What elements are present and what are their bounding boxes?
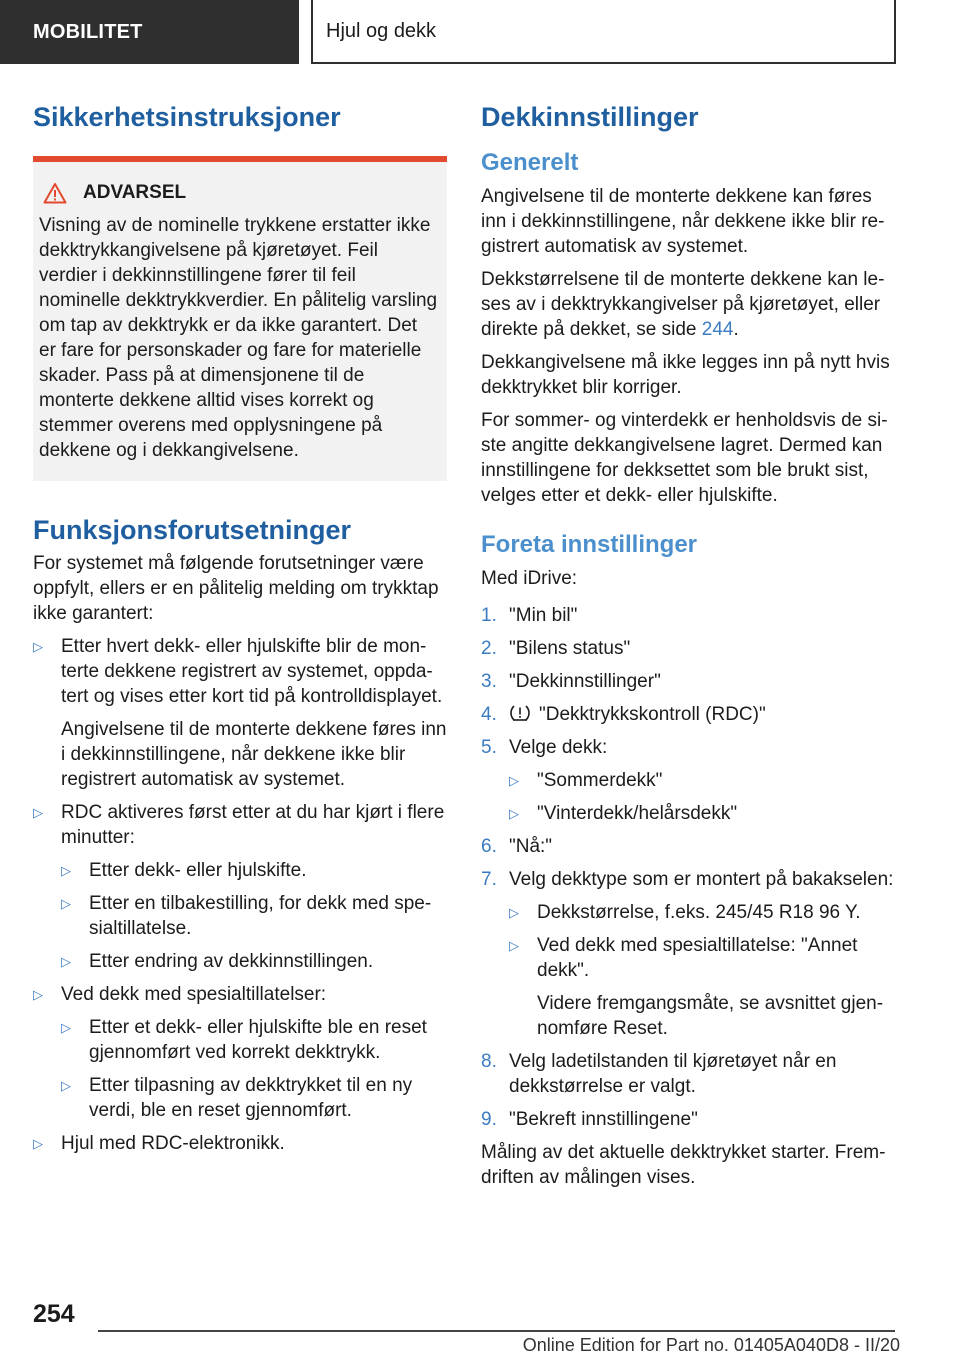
general-paragraph: Dekkangivelsene må ikke legges inn på nytt hvis dekktrykket blir korriger.	[481, 352, 890, 398]
step-text: "Nå:"	[509, 836, 553, 857]
warning-header	[39, 180, 439, 205]
step-text: Velg dekktype som er montert på bakakselen:	[509, 869, 894, 890]
sub-list-item: ▷ "Sommerdekk"	[509, 768, 901, 793]
procedure-heading: Foreta innstillinger	[481, 531, 698, 558]
step-text: "Bekreft innstillingene"	[509, 1109, 698, 1130]
sub-list-item: ▷ Etter endring av dekkinnstillingen.	[61, 949, 447, 974]
edition-note: Online Edition for Part no. 01405A040D8 - II/20	[522, 1335, 900, 1355]
list-item	[33, 982, 447, 1123]
sub-list-item: ▷ Etter et dekk- eller hjulskifte ble en reset gjennomført ved korrekt dekktrykk.	[61, 1015, 447, 1065]
paragraph-text: Dekkstørrelsene til de monterte dekkene kan leses av i dekktrykkangivelser på kjøretøyet, eller direkte på dekket, se side	[481, 269, 885, 340]
step-number: 5.	[481, 737, 497, 758]
sub-list-item	[509, 933, 901, 1041]
left-column	[33, 100, 447, 1164]
procedure-intro: Med iDrive:	[481, 568, 578, 589]
right-column	[481, 100, 901, 1198]
step-text: Velge dekk:	[509, 737, 608, 758]
chapter-tab	[311, 0, 896, 64]
list-item-text: Ved dekk med spesialtillatelser:	[61, 984, 327, 1005]
sub-list	[509, 768, 901, 826]
sub-list-item: ▷ Etter en tilbakestilling, for dekk med spesialtillatelse.	[61, 891, 447, 941]
step-number: 7.	[481, 869, 497, 890]
general-paragraph	[481, 267, 901, 342]
step-number: 1.	[481, 605, 497, 626]
section-tab: MOBILITET	[0, 0, 299, 64]
list-item-note: Angivelsene til de monterte dekkene føres inn i dekkinnstillingene, når dekkene ikke blir registrert automatisk av systemet.	[61, 719, 447, 790]
list-item-text: Etter hvert dekk- eller hjulskifte blir de monterte dekkene registrert av systemet, oppdatert og vises etter kort tid på kontrolldisplayet.	[61, 636, 443, 707]
step-text: "Dekkinnstillinger"	[509, 671, 661, 692]
sub-list	[61, 858, 447, 974]
list-item	[33, 800, 447, 974]
step-item	[481, 834, 901, 859]
step-item	[481, 1049, 901, 1099]
procedure-outro: Måling av det aktuelle dekktrykket starter. Fremdriften av målingen vises.	[481, 1142, 886, 1188]
sub-list-item: ▷ Etter dekk- eller hjulskifte.	[61, 858, 447, 883]
sub-list-item: ▷ "Vinterdekk/helårsdekk"	[509, 801, 901, 826]
general-heading: Generelt	[481, 149, 579, 176]
sub-list	[509, 900, 901, 1041]
page-number: 254	[33, 1300, 75, 1328]
requirements-intro: For systemet må følgende forutsetninger være oppfylt, ellers er en pålitelig melding om trykktap ikke garantert:	[33, 553, 439, 624]
warning-triangle-icon	[43, 182, 67, 204]
step-item	[481, 867, 901, 1041]
settings-heading: Dekkinnstillinger	[481, 102, 699, 132]
step-number: 6.	[481, 836, 497, 857]
procedure-steps	[481, 603, 901, 1132]
step-text: "Min bil"	[509, 605, 578, 626]
step-text: "Dekktrykkskontroll (RDC)"	[539, 704, 766, 725]
step-number: 4.	[481, 704, 497, 725]
step-number: 2.	[481, 638, 497, 659]
warning-box	[33, 156, 447, 481]
safety-heading: Sikkerhetsinstruksjoner	[33, 102, 341, 132]
warning-label: ADVARSEL	[83, 182, 187, 203]
page-reference-link[interactable]: 244	[701, 319, 734, 340]
step-text: "Bilens status"	[509, 638, 631, 659]
list-item-text: RDC aktiveres først etter at du har kjørt i flere minutter:	[61, 802, 445, 848]
sub-list	[61, 1015, 447, 1123]
requirements-list	[33, 634, 447, 1156]
requirements-heading: Funksjonsforutsetninger	[33, 515, 352, 545]
step-item	[481, 1107, 901, 1132]
step-text: Velg ladetilstanden til kjøretøyet når en dekkstørrelse er valgt.	[509, 1051, 837, 1097]
list-item: ▷ Hjul med RDC-elektronikk.	[33, 1131, 447, 1156]
tire-pressure-icon	[509, 703, 531, 723]
paragraph-text: .	[733, 319, 739, 340]
sub-list-item: ▷ Dekkstørrelse, f.eks. 245/45 R18 96 Y.	[509, 900, 901, 925]
step-item	[481, 702, 901, 727]
warning-text: Visning av de nominelle trykkene erstatter ikke dekktrykkangivelsene på kjøretøyet. Feil verdier i dekkinnstillingene fører til feil nominelle dekktrykkverdier. En pålitelig varsling om tap av dekktrykk er da ikke garantert. Det er fare for personskader og fare for materielle skader. Pass på at dimensjonene til de monterte dekkene alltid vises korrekt og stemmer overens med opplysningene på dekkene og i dekkangivelsene.	[39, 215, 438, 461]
step-item	[481, 669, 901, 694]
chapter-divider	[311, 0, 313, 64]
step-number: 3.	[481, 671, 497, 692]
list-item	[33, 634, 447, 792]
step-number: 8.	[481, 1051, 497, 1072]
step-item	[481, 603, 901, 628]
footer-divider	[98, 1330, 895, 1332]
step-item	[481, 636, 901, 661]
sub-list-item: ▷ Etter tilpasning av dekktrykket til en ny verdi, ble en reset gjennomført.	[61, 1073, 447, 1123]
step-number: 9.	[481, 1109, 497, 1130]
general-paragraph: Angivelsene til de monterte dekkene kan føres inn i dekkinnstillingene, når dekkene ikke blir registrert automatisk av systemet.	[481, 186, 885, 257]
sub-list-item-text: Ved dekk med spesialtillatelse: "Annet dekk".	[537, 935, 858, 981]
chapter-title: Hjul og dekk	[326, 20, 437, 42]
general-paragraph: For sommer- og vinterdekk er henholdsvis de siste angitte dekkangivelsene lagret. Dermed kan innstillingene for dekksettet som ble brukt sist, velges etter et dekk- eller hjulskifte.	[481, 410, 888, 506]
step-item	[481, 735, 901, 826]
sub-list-note: Videre fremgangsmåte, se avsnittet gjennomføre Reset.	[537, 993, 884, 1039]
